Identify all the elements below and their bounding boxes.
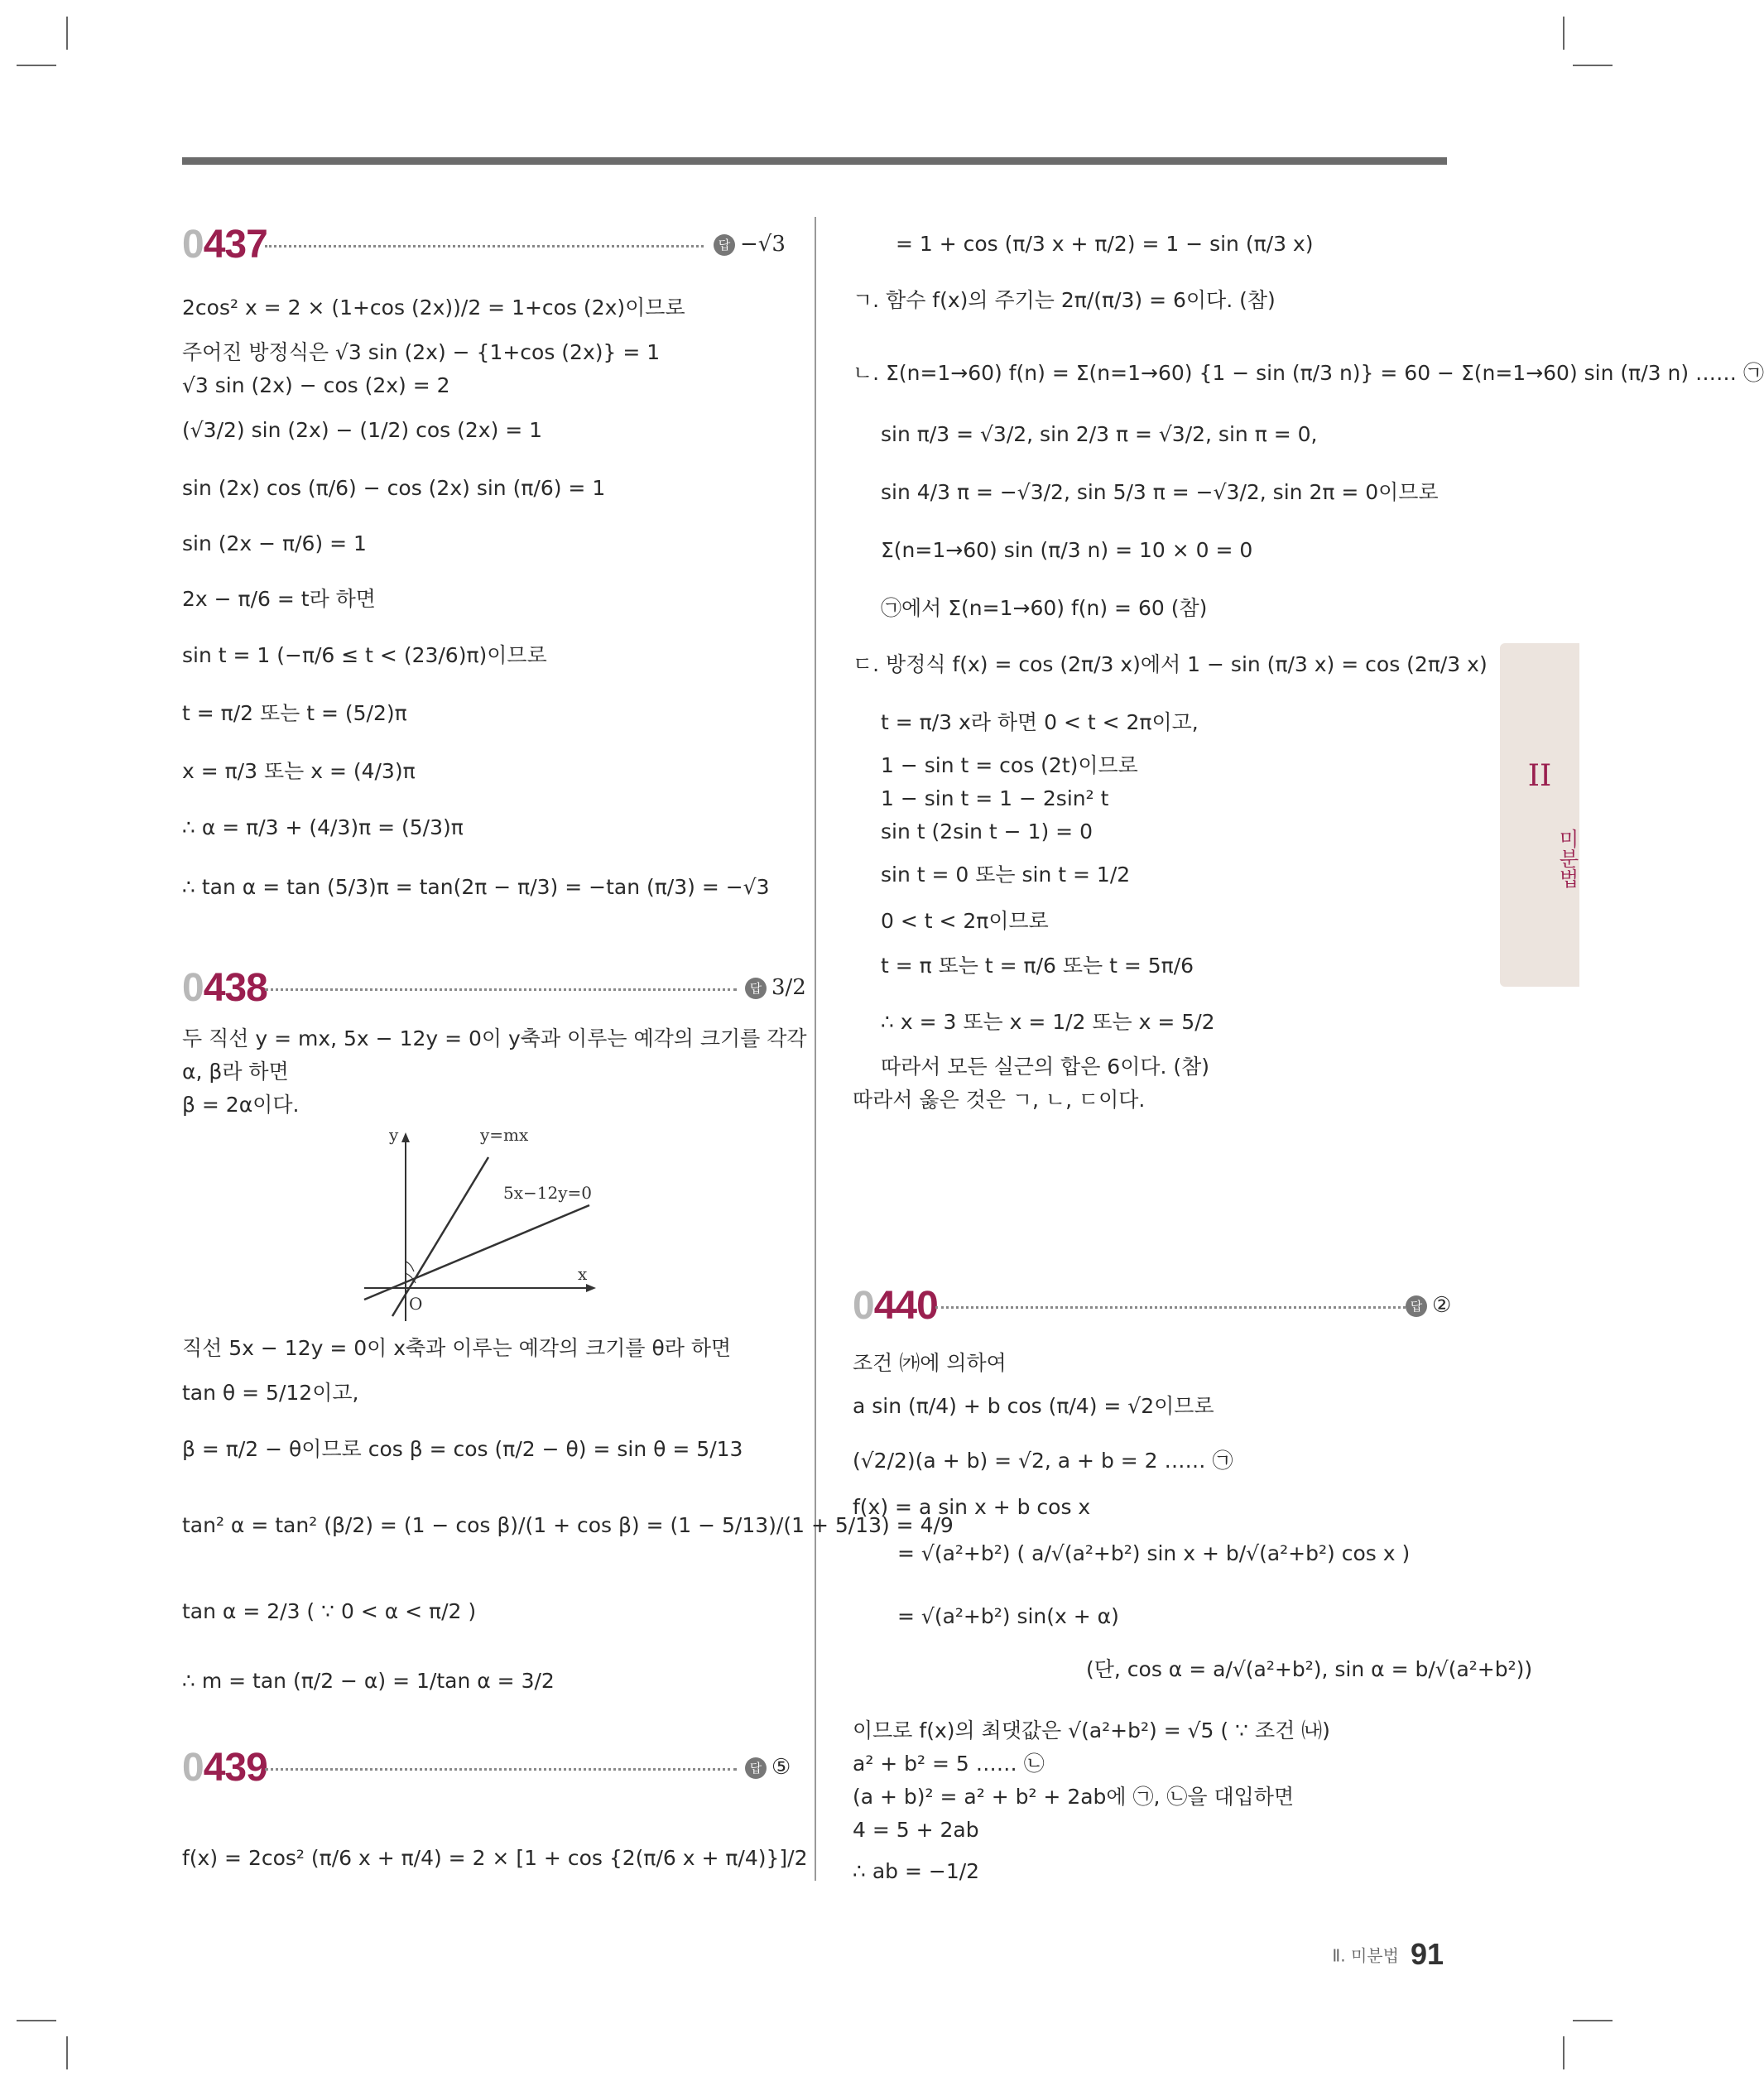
answer-value: ② (1432, 1293, 1452, 1318)
solution-line: 0 < t < 2π이므로 (881, 909, 1049, 933)
leader-dots (935, 1306, 1416, 1309)
crop-mark (1573, 2020, 1613, 2021)
answer (745, 975, 806, 1000)
number-suffix: 439 (203, 1746, 267, 1790)
x-axis-label: x (578, 1264, 588, 1284)
solution-line: (√2/2)(a + b) = √2, a + b = 2 …… ㉠ (853, 1449, 1233, 1473)
number-prefix: 0 (182, 966, 204, 1010)
solution-line: sin π/3 = √3/2, sin 2/3 π = √3/2, sin π = 0, (881, 422, 1318, 446)
solution-line: ㄱ. 함수 f(x)의 주기는 2π/(π/3) = 6이다. (참) (853, 288, 1276, 312)
answer-marker-icon: 답 (1406, 1295, 1427, 1317)
solution-line: 2cos² x = 2 × (1+cos (2x))/2 = 1+cos (2x)이므로 (182, 296, 685, 320)
problem-number (182, 1745, 267, 1790)
header-rule (182, 157, 1447, 165)
solution-line: ㄴ. Σ(n=1→60) f(n) = Σ(n=1→60) {1 − sin (π/3 n)} = 60 − Σ(n=1→60) sin (π/3 n) …… ㉠ (853, 361, 1764, 385)
line-y-mx (392, 1157, 488, 1316)
solution-line: Σ(n=1→60) sin (π/3 n) = 10 × 0 = 0 (881, 538, 1253, 562)
solution-line: 1 − sin t = 1 − 2sin² t (881, 786, 1109, 810)
crop-mark (1563, 17, 1565, 50)
solution-line: 주어진 방정식은 √3 sin (2x) − {1+cos (2x)} = 1 (182, 340, 661, 364)
crop-mark (1563, 2036, 1565, 2069)
line-angle-diagram (356, 1126, 604, 1324)
leader-dots (265, 245, 704, 248)
line2-label: 5x−12y=0 (503, 1183, 592, 1203)
solution-line: ∴ m = tan (π/2 − α) = 1/tan α = 3/2 (182, 1669, 555, 1693)
solution-line: sin t = 1 (−π/6 ≤ t < (23/6)π)이므로 (182, 643, 547, 667)
answer-value: 3/2 (771, 975, 806, 1000)
number-prefix: 0 (182, 1746, 204, 1790)
answer-marker-icon: 답 (745, 1757, 767, 1779)
solution-line: √3 sin (2x) − cos (2x) = 2 (182, 373, 450, 397)
y-axis-label: y (389, 1125, 399, 1145)
number-prefix: 0 (853, 1284, 874, 1328)
number-prefix: 0 (182, 223, 204, 267)
solution-line: (단, cos α = a/√(a²+b²), sin α = b/√(a²+b²)) (1086, 1657, 1533, 1681)
crop-mark (1573, 65, 1613, 66)
solution-line: 두 직선 y = mx, 5x − 12y = 0이 y축과 이루는 예각의 크기를 각각 (182, 1026, 807, 1050)
problem-number (182, 965, 267, 1011)
solution-line: a² + b² = 5 …… ㉡ (853, 1752, 1045, 1776)
answer-value: −√3 (740, 232, 786, 257)
solution-line: tan θ = 5/12이고, (182, 1381, 359, 1405)
solution-line: x = π/3 또는 x = (4/3)π (182, 759, 416, 783)
chapter-side-tab (1500, 643, 1579, 987)
answer (1406, 1293, 1451, 1318)
line-5x-12y (364, 1205, 589, 1300)
crop-mark (17, 2020, 56, 2021)
answer-marker-icon: 답 (714, 234, 735, 256)
solution-line: (a + b)² = a² + b² + 2ab에 ㉠, ㉡을 대입하면 (853, 1785, 1295, 1809)
number-suffix: 437 (203, 223, 267, 267)
page-footer (1332, 1937, 1444, 1972)
number-suffix: 438 (203, 966, 267, 1010)
solution-line: ∴ α = π/3 + (4/3)π = (5/3)π (182, 815, 464, 839)
answer-value: ⑤ (771, 1755, 791, 1780)
solution-line: β = π/2 − θ이므로 cos β = cos (π/2 − θ) = sin θ = 5/13 (182, 1437, 743, 1461)
solution-line: 2x − π/6 = t라 하면 (182, 587, 376, 611)
problem-437-header (182, 222, 786, 272)
footer-chapter-label: Ⅱ. 미분법 (1332, 1945, 1399, 1966)
solution-line: (√3/2) sin (2x) − (1/2) cos (2x) = 1 (182, 418, 543, 442)
solution-line: sin (2x − π/6) = 1 (182, 531, 367, 555)
y-axis-arrow-icon (401, 1132, 410, 1142)
problem-number (182, 222, 267, 267)
solution-line: a sin (π/4) + b cos (π/4) = √2이므로 (853, 1394, 1214, 1418)
solution-line: sin t (2sin t − 1) = 0 (881, 820, 1093, 844)
chapter-title: 미분법 (1555, 829, 1579, 888)
solution-line: f(x) = a sin x + b cos x (853, 1495, 1091, 1519)
solution-line: = 1 + cos (π/3 x + π/2) = 1 − sin (π/3 x) (896, 232, 1314, 256)
solution-line: tan² α = tan² (β/2) = (1 − cos β)/(1 + cos β) = (1 − 5/13)/(1 + 5/13) = 4/9 (182, 1513, 954, 1537)
solution-line: ㄷ. 방정식 f(x) = cos (2π/3 x)에서 1 − sin (π/3 x) = cos (2π/3 x) (853, 652, 1488, 676)
problem-440-header (853, 1283, 1452, 1333)
solution-line: α, β라 하면 (182, 1060, 289, 1084)
solution-line: 이므로 f(x)의 최댓값은 √(a²+b²) = √5 ( ∵ 조건 ㈏) (853, 1718, 1330, 1742)
problem-438-header (182, 965, 806, 1015)
solution-line: 4 = 5 + 2ab (853, 1818, 979, 1842)
crop-mark (66, 2036, 68, 2069)
crop-mark (17, 65, 56, 66)
solution-line: t = π/3 x라 하면 0 < t < 2π이고, (881, 710, 1199, 734)
solution-line: sin (2x) cos (π/6) − cos (2x) sin (π/6) = 1 (182, 476, 606, 500)
solution-line: β = 2α이다. (182, 1093, 300, 1117)
solution-line: ∴ ab = −1/2 (853, 1859, 980, 1883)
leader-dots (265, 1768, 737, 1771)
solution-line: 조건 ㈎에 의하여 (853, 1351, 1007, 1375)
solution-line: t = π/2 또는 t = (5/2)π (182, 701, 407, 725)
solution-line: tan α = 2/3 ( ∵ 0 < α < π/2 ) (182, 1599, 477, 1623)
angle-arc (406, 1262, 414, 1271)
x-axis-arrow-icon (586, 1284, 596, 1292)
solution-line: ㉠에서 Σ(n=1→60) f(n) = 60 (참) (881, 596, 1208, 620)
solution-line: sin 4/3 π = −√3/2, sin 5/3 π = −√3/2, sin 2π = 0이므로 (881, 480, 1439, 504)
solution-line: 따라서 옳은 것은 ㄱ, ㄴ, ㄷ이다. (853, 1088, 1146, 1112)
page-number: 91 (1410, 1937, 1444, 1971)
crop-mark (66, 17, 68, 50)
origin-label: O (409, 1294, 423, 1314)
solution-line: ∴ x = 3 또는 x = 1/2 또는 x = 5/2 (881, 1010, 1215, 1034)
solution-line: ∴ tan α = tan (5/3)π = tan(2π − π/3) = −tan (π/3) = −√3 (182, 875, 770, 899)
column-divider (815, 217, 816, 1881)
solution-line: sin t = 0 또는 sin t = 1/2 (881, 863, 1131, 887)
answer (714, 232, 786, 257)
solution-line: f(x) = 2cos² (π/6 x + π/4) = 2 × [1 + cos {2(π/6 x + π/4)}]/2 (182, 1846, 808, 1870)
solution-line: = √(a²+b²) ( a/√(a²+b²) sin x + b/√(a²+b²) cos x ) (897, 1541, 1411, 1565)
solution-line: = √(a²+b²) sin(x + α) (897, 1604, 1119, 1628)
solution-line: t = π 또는 t = π/6 또는 t = 5π/6 (881, 954, 1194, 978)
leader-dots (265, 988, 737, 991)
number-suffix: 440 (873, 1284, 938, 1328)
solution-line: 1 − sin t = cos (2t)이므로 (881, 753, 1138, 777)
chapter-number: II (1527, 759, 1552, 793)
solution-line: 따라서 모든 실근의 합은 6이다. (참) (881, 1055, 1210, 1079)
line1-label: y=mx (480, 1125, 529, 1145)
problem-439-header (182, 1745, 791, 1795)
answer-marker-icon: 답 (745, 978, 767, 999)
answer (745, 1755, 791, 1780)
solution-line: 직선 5x − 12y = 0이 x축과 이루는 예각의 크기를 θ라 하면 (182, 1336, 732, 1360)
problem-number (853, 1283, 938, 1329)
